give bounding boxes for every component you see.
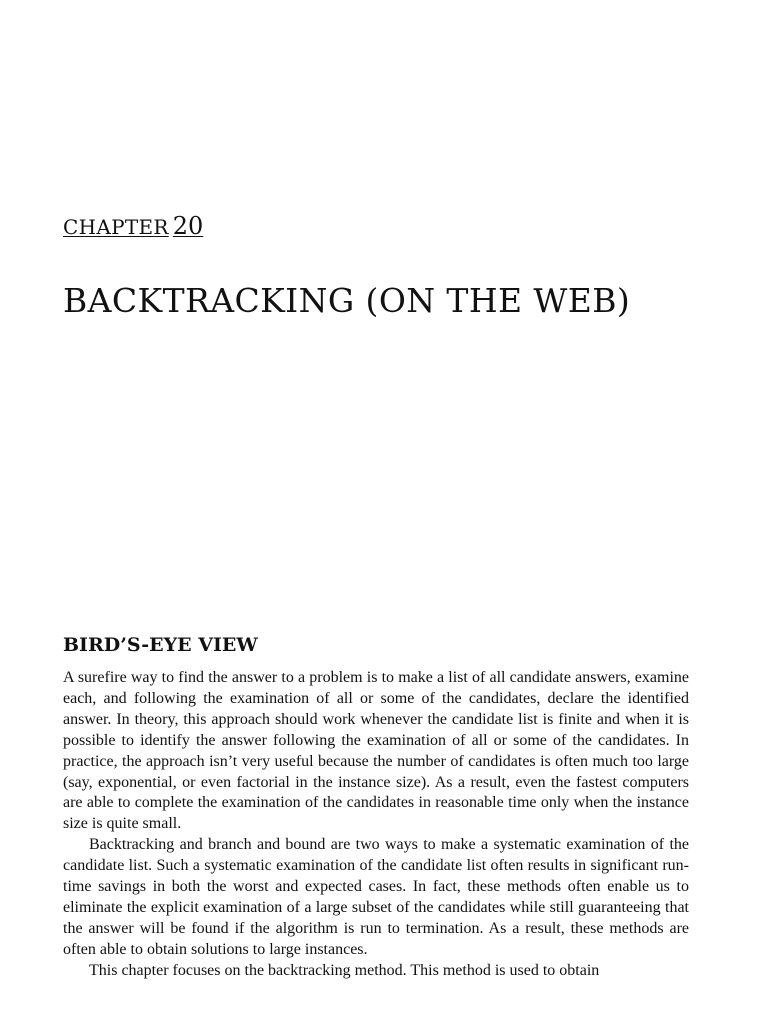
chapter-title: BACKTRACKING (ON THE WEB) bbox=[63, 281, 631, 320]
paragraph-2: Backtracking and branch and bound are two ways to make a systematic examination of the candidate list. Such a systematic examination of the candidate list often results in significant run-time savings in both the worst and expected cases. In fact, these methods often enable us to eliminate the explicit examination of a large subset of the candidates while still guaranteeing that the answer will be found if the algorithm is run to termination. As a result, these methods are often able to obtain solutions to large instances. bbox=[63, 836, 689, 958]
chapter-label bbox=[63, 214, 363, 238]
chapter-label-word: CHAPTER bbox=[63, 215, 169, 239]
paragraph-3: This chapter focuses on the backtracking method. This method is used to obtain bbox=[89, 961, 600, 979]
section-heading: BIRD’S-EYE VIEW bbox=[63, 634, 258, 656]
body-text bbox=[63, 668, 689, 982]
chapter-number: 20 bbox=[172, 212, 204, 240]
paragraph-1: A surefire way to find the answer to a problem is to make a list of all candidate answers, examine each, and following the examination of all or some of the candidates, declare the identified answer. In theory, this approach should work whenever the candidate list is finite and when it is possible to identify the answer following the examination of all or some of the candidates. In practice, the approach isn’t very useful because the number of candidates is often much too large (say, exponential, or even factorial in the instance size). As a result, even the fastest computers are able to complete the examination of the candidates in reasonable time only when the instance size is quite small. bbox=[63, 669, 689, 833]
